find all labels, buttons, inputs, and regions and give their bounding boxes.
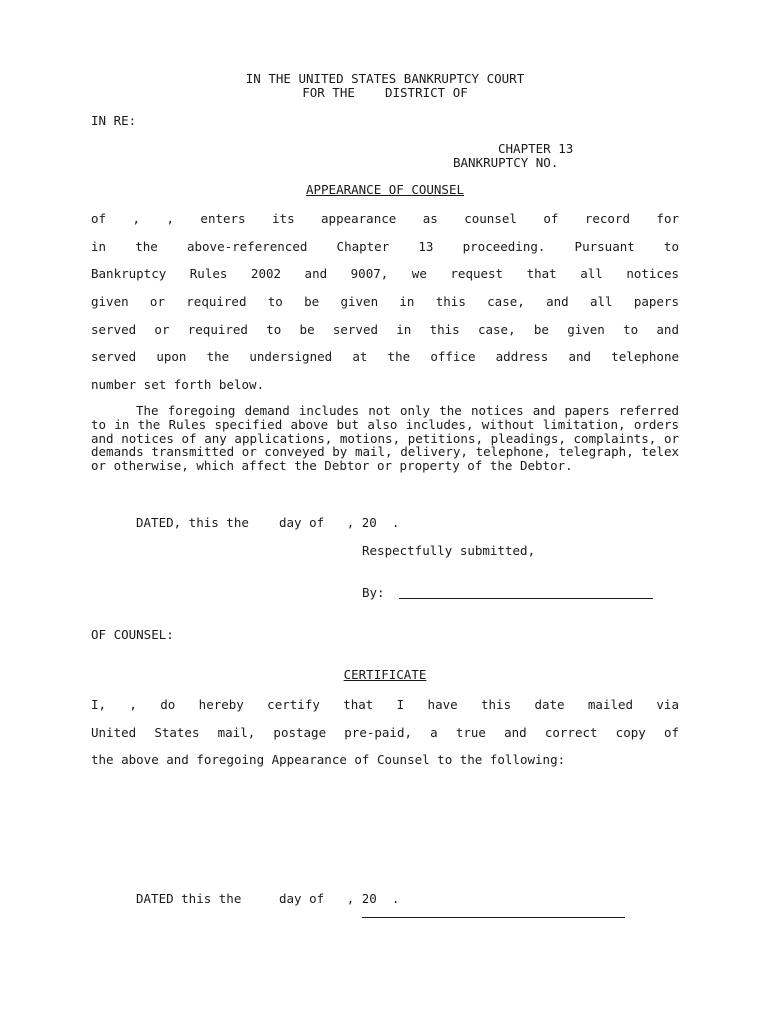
certificate-line-2: United States mail, postage pre-paid, a true and correct copy of <box>91 725 679 740</box>
appearance-line-4: given or required to be given in this case, and all papers <box>91 294 679 309</box>
bankruptcy-number-label: BANKRUPTCY NO. <box>453 155 559 170</box>
by-signature-line <box>399 598 653 599</box>
appearance-line-6: served upon the undersigned at the office address and telephone <box>91 349 679 364</box>
certificate-title: CERTIFICATE <box>343 667 427 682</box>
certificate-line-3: the above and foregoing Appearance of Counsel to the following: <box>91 752 566 767</box>
chapter-label: CHAPTER 13 <box>498 141 574 156</box>
respectfully-submitted: Respectfully submitted, <box>362 543 536 558</box>
in-re-label: IN RE: <box>91 113 137 128</box>
court-title: IN THE UNITED STATES BANKRUPTCY COURT <box>245 71 525 86</box>
appearance-title: APPEARANCE OF COUNSEL <box>305 182 465 197</box>
certificate-signature-line <box>362 917 625 918</box>
appearance-line-2: in the above-referenced Chapter 13 proceeding. Pursuant to <box>91 239 679 254</box>
appearance-line-3: Bankruptcy Rules 2002 and 9007, we request that all notices <box>91 266 679 281</box>
dated-line: DATED, this the day of , 20 . <box>136 515 400 530</box>
appearance-line-1: of , , enters its appearance as counsel of record for <box>91 211 679 226</box>
foregoing-demand-paragraph: The foregoing demand includes not only the notices and papers referred to in the Rules specified above but also includes, without limitation, orders and notices of any applications, motions, petitions, pleadings, complaints, or demands transmitted or conveyed by mail, delivery, telephone, telegraph, telex or otherwise, which affect the Debtor or property of the Debtor. <box>91 403 679 474</box>
of-counsel-label: OF COUNSEL: <box>91 627 174 642</box>
district-line: FOR THE DISTRICT OF <box>302 85 468 100</box>
appearance-line-5: served or required to be served in this case, be given to and <box>91 322 679 337</box>
appearance-line-7: number set forth below. <box>91 377 265 392</box>
certificate-line-1: I, , do hereby certify that I have this date mailed via <box>91 697 679 712</box>
by-label: By: <box>362 585 385 600</box>
certificate-dated-line: DATED this the day of , 20 . <box>136 891 400 906</box>
